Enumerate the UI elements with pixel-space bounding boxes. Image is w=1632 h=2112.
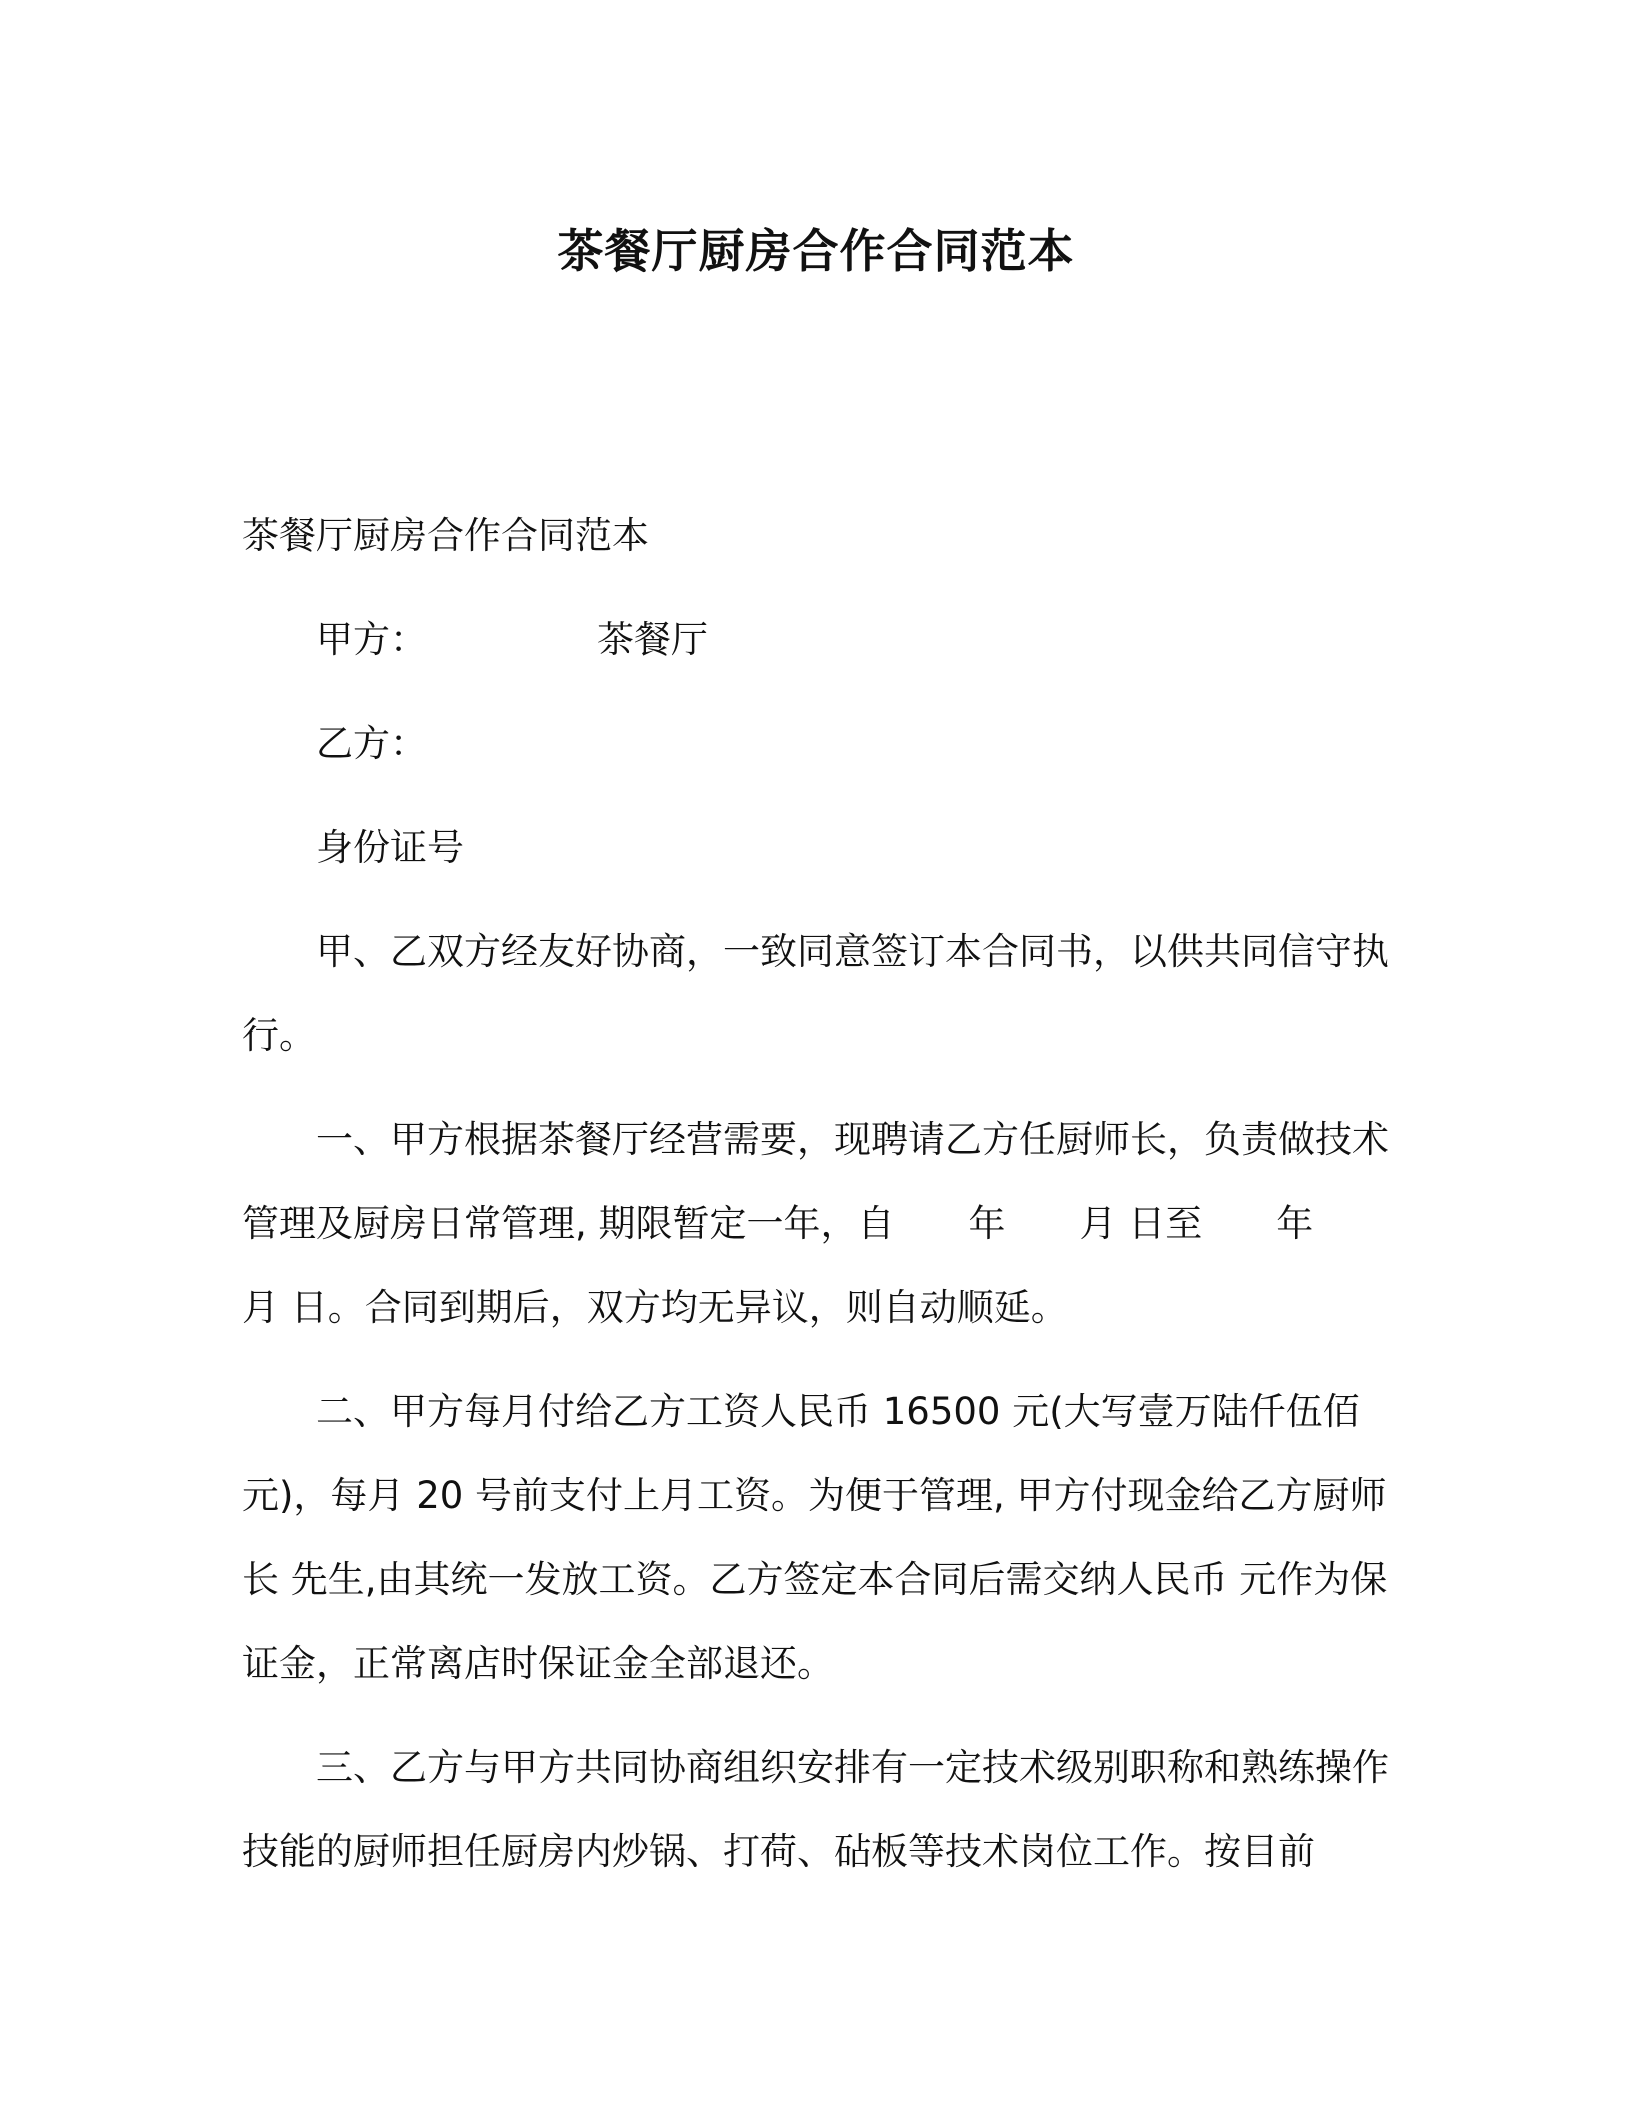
party-b-label: 乙方： xyxy=(316,722,427,765)
paragraph-clause-2: 二、甲方每月付给乙方工资人民币 16500 元(大写壹万陆仟伍佰元)，每月 20 号前支付上月工资。为便于管理, 甲方付现金给乙方厨师长 先生,由其统一发放工资。乙方签定本合同后需交纳人民币 元作为保证金，正常离店时保证金全部退还。 xyxy=(242,1390,1388,1685)
party-b-line xyxy=(242,702,1402,786)
id-number-line xyxy=(242,806,1402,890)
paragraph-intro: 甲、乙双方经友好协商，一致同意签订本合同书，以供共同信守执行。 xyxy=(242,930,1389,1057)
subtitle: 茶餐厅厨房合作合同范本 xyxy=(242,514,649,557)
party-a-label: 甲方： xyxy=(316,618,427,661)
id-number-label: 身份证号 xyxy=(316,826,464,869)
document-body xyxy=(242,494,1402,1914)
document-title: 茶餐厅厨房合作合同范本 xyxy=(557,224,1075,278)
party-a-value: 茶餐厅 xyxy=(597,618,708,661)
paragraph-clause-3: 三、乙方与甲方共同协商组织安排有一定技术级别职称和熟练操作技能的厨师担任厨房内炒锅、打荷、砧板等技术岗位工作。按目前 xyxy=(242,1746,1389,1873)
paragraph-clause-1: 一、甲方根据茶餐厅经营需要，现聘请乙方任厨师长，负责做技术管理及厨房日常管理, 期限暂定一年，自 年 月 日至 年 月 日。合同到期后，双方均无异议，则自动顺延。 xyxy=(242,1118,1389,1329)
party-a-line xyxy=(242,598,1402,682)
